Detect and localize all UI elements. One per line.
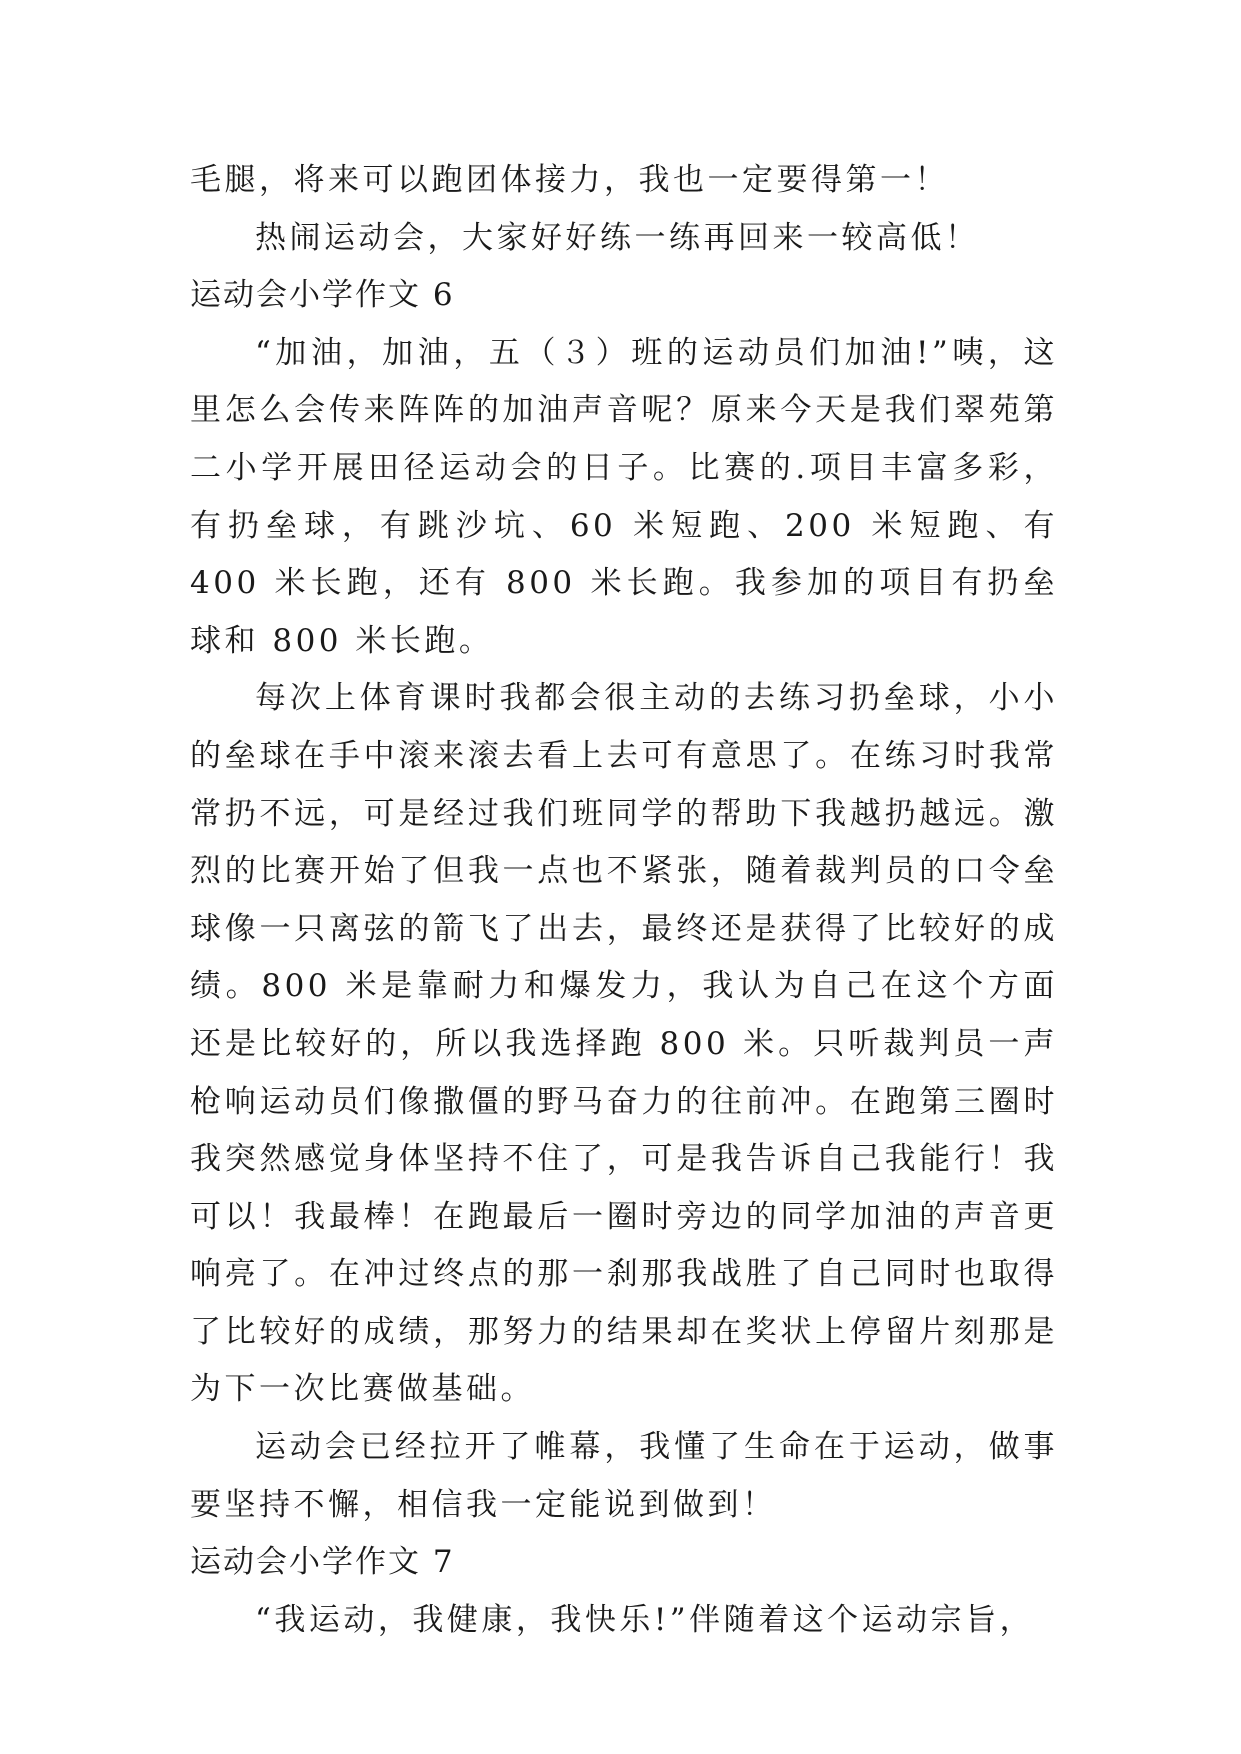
paragraph: 运动会已经拉开了帷幕，我懂了生命在于运动，做事要坚持不懈，相信我一定能说到做到！ (190, 1429, 1058, 1523)
paragraph: “加油，加油，五（３）班的运动员们加油!”咦，这里怎么会传来阵阵的加油声音呢？原来今天是我们翠苑第二小学开展田径运动会的日子。比赛的.项目丰富多彩，有扔垒球，有跳沙坑、60 米短跑、200 米短跑、有 400 米长跑，还有 800 米长跑。我参加的项目有扔垒球和 800 米长跑。 (190, 334, 1058, 659)
paragraph-continued: 毛腿，将来可以跑团体接力，我也一定要得第一！ (190, 162, 949, 198)
paragraph: 热闹运动会，大家好好练一练再回来一较高低！ (255, 219, 980, 256)
essay-heading-7: 运动会小学作文 7 (190, 1544, 455, 1581)
paragraph: 每次上体育课时我都会很主动的去练习扔垒球，小小的垒球在手中滚来滚去看上去可有意思了。在练习时我常常扔不远，可是经过我们班同学的帮助下我越扔越远。激烈的比赛开始了但我一点也不紧张，随着裁判员的口令垒球像一只离弦的箭飞了出去，最终还是获得了比较好的成绩。800 米是靠耐力和爆发力，我认为自己在这个方面还是比较好的，所以我选择跑 800 米。只听裁判员一声枪响运动员们像撒僵的野马奋力的往前冲。在跑第三圈时我突然感觉身体坚持不住了，可是我告诉自己我能行！我可以！我最棒！在跑最后一圈时旁边的同学加油的声音更响亮了。在冲过终点的那一刹那我战胜了自己同时也取得了比较好的成绩，那努力的结果却在奖状上停留片刻那是为下一次比赛做基础。 (190, 680, 1058, 1408)
essay-heading-6: 运动会小学作文 6 (190, 277, 455, 314)
document-body (190, 152, 1058, 1649)
paragraph: “我运动，我健康，我快乐!”伴随着这个运动宗旨， (255, 1601, 1035, 1638)
